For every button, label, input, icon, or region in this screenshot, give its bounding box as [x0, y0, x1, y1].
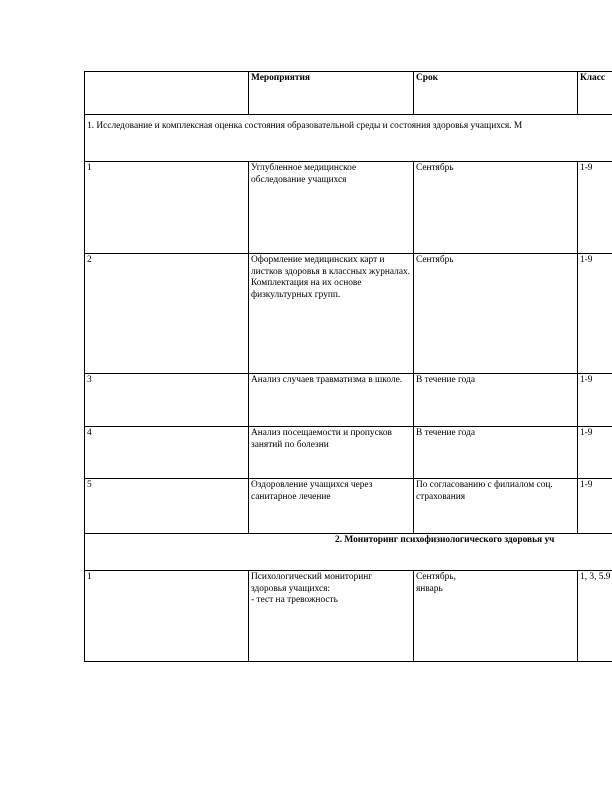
term-line: Сентябрь,	[416, 572, 456, 582]
activity-line: Психологический мониторинг	[251, 572, 373, 582]
header-col-number	[85, 72, 249, 115]
row-grade: 1-9	[578, 162, 612, 254]
header-col-term: Срок	[414, 72, 578, 115]
activity-line: здоровья учащихся:	[251, 583, 331, 594]
row-activity	[249, 571, 414, 662]
table-row	[85, 254, 612, 374]
row-activity: Анализ случаев травматизма в школе.	[249, 374, 414, 427]
table-header-row	[85, 72, 612, 115]
row-term: В течение года	[414, 427, 578, 479]
row-activity: Углубленное медицинское обследование учащихся	[249, 162, 414, 254]
section-1-title: 1. Исследование и комплексная оценка состояния образовательной среды и состояния здоровья учащихся. М	[85, 115, 612, 162]
row-term	[414, 571, 578, 662]
row-number: 5	[85, 479, 249, 534]
row-grade: 1-9	[578, 479, 612, 534]
row-number: 3	[85, 374, 249, 427]
row-grade: 1-9	[578, 374, 612, 427]
table-row	[85, 479, 612, 534]
header-col-grade: Класс	[578, 72, 612, 115]
table-row	[85, 427, 612, 479]
row-activity: Анализ посещаемости и пропусков занятий по болезни	[249, 427, 414, 479]
section-1-header-row	[85, 115, 612, 162]
activity-line: - тест на тревожность	[251, 595, 338, 605]
row-grade: 1-9	[578, 427, 612, 479]
term-line: январь	[416, 583, 443, 594]
row-activity: Оздоровление учащихся через санитарное лечение	[249, 479, 414, 534]
table-row	[85, 374, 612, 427]
row-number: 4	[85, 427, 249, 479]
header-col-activities: Мероприятия	[249, 72, 414, 115]
health-plan-table	[84, 71, 612, 662]
row-number: 1	[85, 571, 249, 662]
row-term: Сентябрь	[414, 254, 578, 374]
section-2-header-row	[85, 534, 612, 571]
row-activity: Оформление медицинских карт и листков здоровья в классных журналах. Комплектация на их основе физкультурных групп.	[249, 254, 414, 374]
table-row	[85, 162, 612, 254]
row-term: Сентябрь	[414, 162, 578, 254]
row-grade: 1-9	[578, 254, 612, 374]
row-number: 1	[85, 162, 249, 254]
row-term: По согласованию с филиалом соц. страхования	[414, 479, 578, 534]
row-grade: 1, 3, 5.9	[578, 571, 612, 662]
row-number: 2	[85, 254, 249, 374]
table-row	[85, 571, 612, 662]
row-term: В течение года	[414, 374, 578, 427]
section-2-title: 2. Мониторинг психофизиологического здоровья уч	[85, 534, 612, 571]
